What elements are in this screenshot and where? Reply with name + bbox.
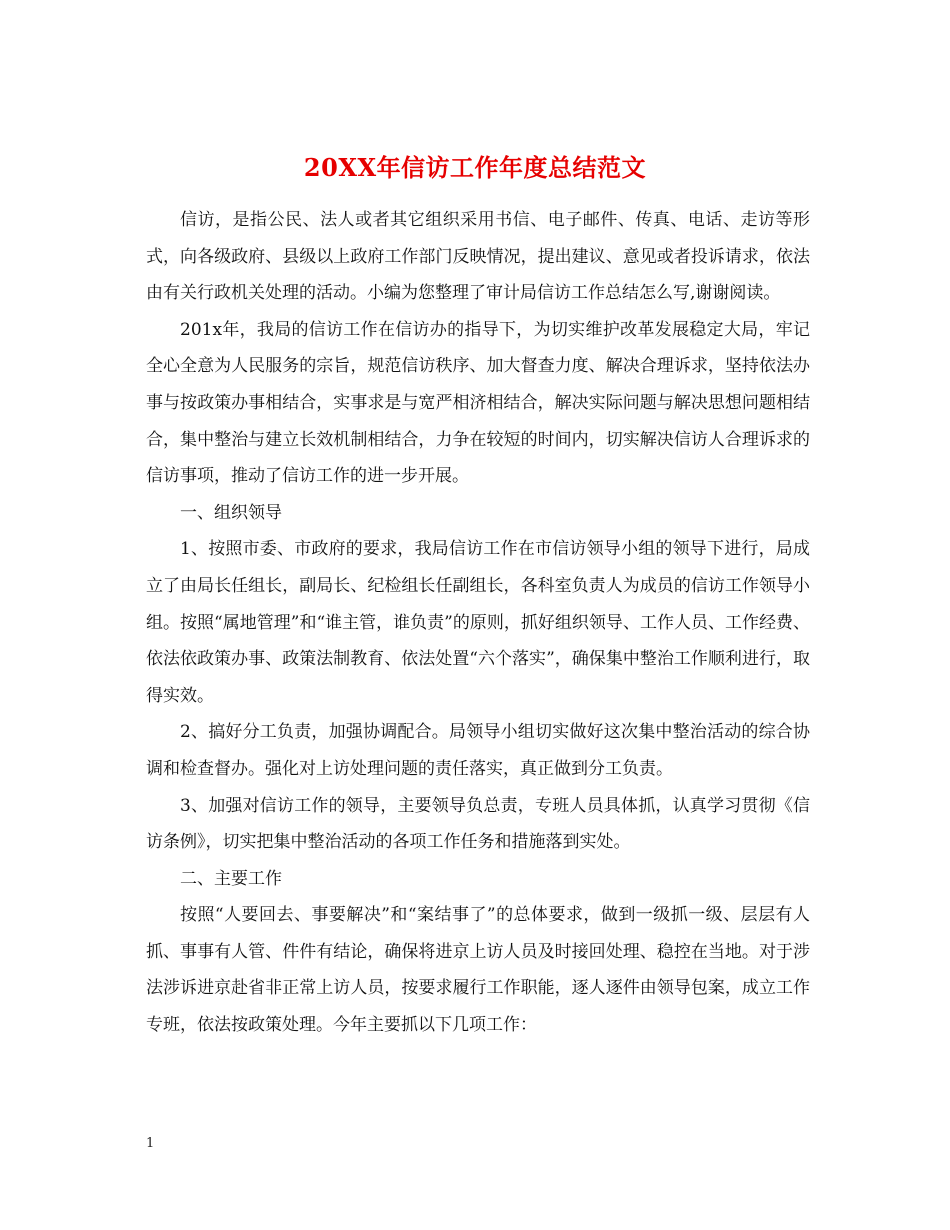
paragraph-overview: 201x年，我局的信访工作在信访办的指导下，为切实维护改革发展稳定大局，牢记全心全意为人民服务的宗旨，规范信访秩序、加大督查力度、解决合理诉求，坚持依法办事与按政策办事相结合，实事求是与宽严相济相结合，解决实际问题与解决思想问题相结合，集中整治与建立长效机制相结合，力争在较短的时间内，切实解决信访人合理诉求的信访事项，推动了信访工作的进一步开展。: [146, 319, 810, 487]
page-number: 1: [146, 1136, 155, 1151]
paragraph-main-work: 按照“人要回去、事要解决”和“案结事了”的总体要求，做到一级抓一级、层层有人抓、事事有人管、件件有结论，确保将进京上访人员及时接回处理、稳控在当地。对于涉法涉诉进京赴省非正常上访人员，按要求履行工作职能，逐人逐件由领导包案，成立工作专班，依法按政策处理。今年主要抓以下几项工作：: [146, 905, 810, 1036]
section-heading-organization: 一、组织领导: [180, 502, 282, 523]
document-body: [146, 202, 810, 1044]
document-title: 20XX年信访工作年度总结范文: [303, 153, 647, 183]
section-heading-main-work: 二、主要工作: [180, 868, 282, 889]
paragraph-intro: 信访，是指公民、法人或者其它组织采用书信、电子邮件、传真、电话、走访等形式，向各级政府、县级以上政府工作部门反映情况，提出建议、意见或者投诉请求，依法由有关行政机关处理的活动。小编为您整理了审计局信访工作总结怎么写,谢谢阅读。: [146, 210, 810, 304]
paragraph-item-1: 1、按照市委、市政府的要求，我局信访工作在市信访领导小组的领导下进行，局成立了由局长任组长，副局长、纪检组长任副组长，各科室负责人为成员的信访工作领导小组。按照“属地管理”和“谁主管，谁负责”的原则，抓好组织领导、工作人员、工作经费、依法依政策办事、政策法制教育、依法处置“六个落实”，确保集中整治工作顺利进行，取得实效。: [146, 539, 810, 706]
paragraph-item-2: 2、搞好分工负责，加强协调配合。局领导小组切实做好这次集中整治活动的综合协调和检查督办。强化对上访处理问题的责任落实，真正做到分工负责。: [146, 722, 810, 779]
paragraph-item-3: 3、加强对信访工作的领导，主要领导负总责，专班人员具体抓，认真学习贯彻《信访条例》，切实把集中整治活动的各项工作任务和措施落到实处。: [146, 795, 810, 853]
